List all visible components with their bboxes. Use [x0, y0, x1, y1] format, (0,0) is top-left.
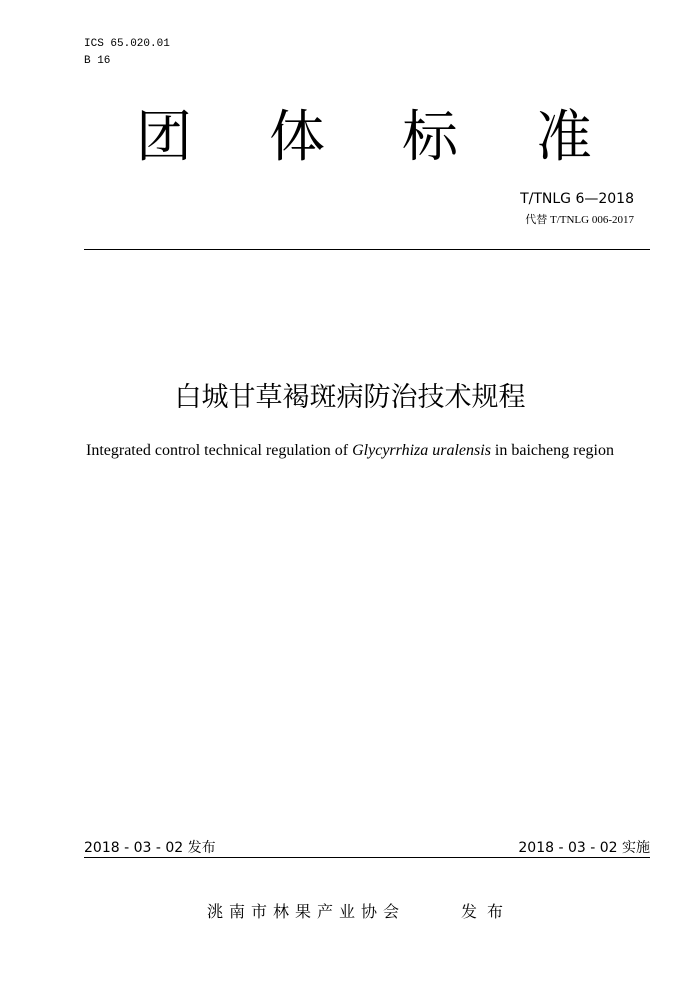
group-standard-heading: [0, 100, 700, 180]
document-title-chinese: 白城甘草褐斑病防治技术规程: [174, 382, 526, 413]
document-title-english: [0, 440, 700, 462]
ccs-code: B 16: [84, 55, 111, 67]
issued-label: 发布: [461, 902, 514, 921]
ics-code: ICS 65.020.01: [84, 38, 170, 50]
footer-divider: [84, 857, 650, 858]
title-english-suffix: in baicheng region: [490, 442, 614, 459]
heading-char-3: 标: [402, 105, 458, 170]
header-divider: [84, 249, 650, 250]
title-english-prefix: Integrated control technical regulation of: [86, 442, 353, 459]
heading-char-1: 团: [136, 105, 192, 170]
standard-number: T/TNLG 6—2018: [520, 191, 634, 207]
issue-date: 2018 - 03 - 02 发布: [84, 840, 216, 856]
title-english-species: Glycyrrhiza uralensis: [352, 442, 491, 459]
implementation-date: 2018 - 03 - 02 实施: [518, 840, 650, 856]
heading-char-4: 准: [536, 105, 592, 170]
issuing-organization: 洮南市林果产业协会: [207, 902, 406, 921]
heading-char-2: 体: [269, 105, 325, 170]
replaces-standard: 代替 T/TNLG 006-2017: [525, 214, 634, 226]
